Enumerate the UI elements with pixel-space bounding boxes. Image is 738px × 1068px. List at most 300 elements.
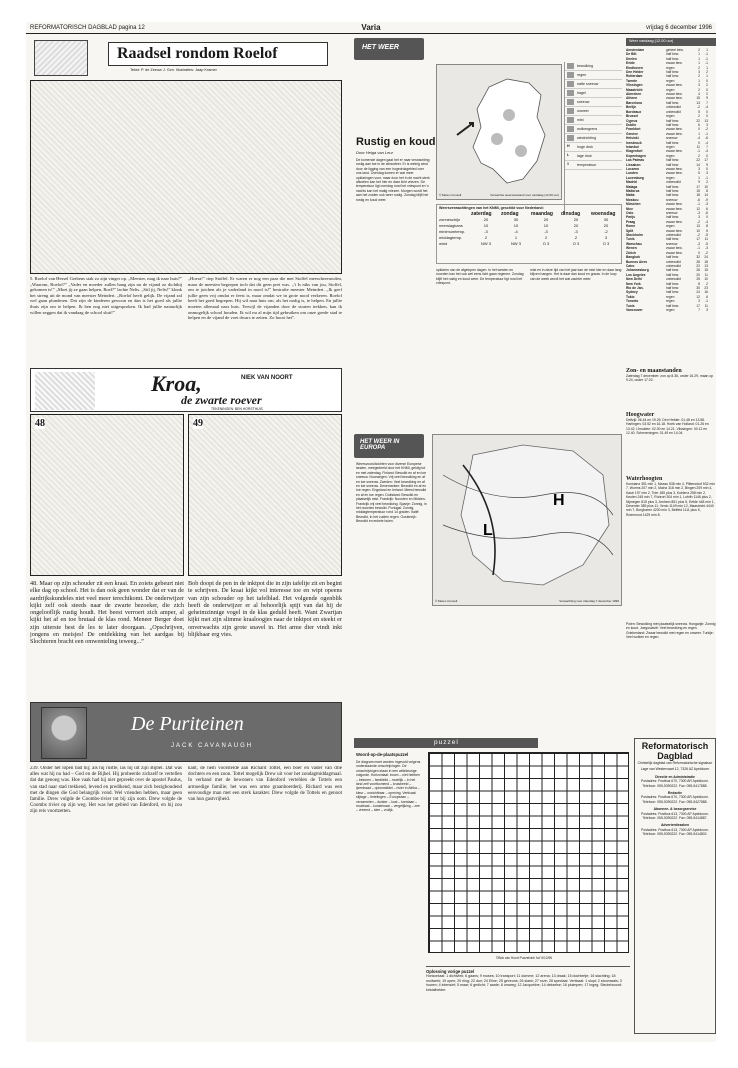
- city-temp-max: 2: [698, 48, 700, 52]
- puzzel-bar: [354, 738, 538, 748]
- weather-europe-logo: [354, 434, 424, 458]
- city-temp-min: 9: [706, 162, 708, 167]
- city-temp-min: -5: [705, 241, 708, 246]
- forecast-value: -4: [514, 229, 518, 234]
- city-temp-max: 1: [698, 175, 700, 180]
- forecast-day: zondag: [501, 211, 519, 217]
- city-temp-max: 2: [698, 87, 700, 92]
- city-name: Berlijn: [626, 105, 637, 110]
- forecast-value: 2: [484, 235, 488, 240]
- city-name: Locarno: [626, 166, 640, 171]
- roelof-title: Raadsel rondom Roelof: [108, 42, 328, 66]
- city-weather: onbewolkt: [666, 233, 681, 238]
- city-temp-max: 14: [696, 162, 700, 167]
- waterhoogten-section: [626, 476, 716, 616]
- city-weather: half bew.: [666, 285, 680, 290]
- city-temp-max: 1: [698, 78, 700, 83]
- city-temp-max: 2: [698, 153, 700, 158]
- forecast-value: 20: [483, 217, 489, 222]
- weather-europe-caption: Verwachting voor zaterdag 7 december 1996: [559, 599, 619, 603]
- netherlands-shape: [473, 79, 545, 183]
- rd-subtitle: Christelijk dagblad van Reformatorische signatuur: [637, 761, 713, 765]
- city-temp-max: 17: [696, 184, 700, 189]
- city-weather: half bew.: [666, 272, 680, 277]
- city-table: [626, 48, 716, 364]
- city-weather: onbewolkt: [666, 259, 681, 264]
- city-temp-min: -2: [705, 250, 708, 255]
- wind-direction-icon: [567, 135, 574, 141]
- city-temp-max: 5: [698, 109, 700, 114]
- city-temp-min: 8: [706, 224, 708, 229]
- legend-label: hagel: [577, 91, 586, 95]
- city-temp-min: 2: [706, 70, 708, 75]
- city-name: Cyprus: [626, 118, 638, 123]
- city-temp-min: 9: [706, 96, 708, 101]
- puzzle-image-caption: ©Bob van Hoort Puzzelvink 'tot' 6/12/96: [496, 956, 553, 960]
- legend-row: [565, 107, 622, 116]
- city-weather: zwaar bew.: [666, 83, 683, 88]
- city-weather: zwaar bew.: [666, 202, 683, 207]
- city-weather: zwaar bew.: [666, 166, 683, 171]
- forecast-value: O 3: [602, 241, 610, 246]
- high-pressure-label: H: [553, 492, 565, 509]
- city-name: New York: [626, 281, 641, 286]
- city-temp-min: 10: [704, 184, 708, 189]
- weather-logo: [354, 38, 424, 60]
- city-name: Moskou: [626, 197, 639, 202]
- city-row: [626, 308, 716, 312]
- puriteinen-banner: [30, 702, 342, 762]
- city-weather: regen: [666, 153, 675, 158]
- city-name: Warschau: [626, 241, 642, 246]
- legend-label: onweer: [577, 109, 589, 113]
- city-temp-max: -1: [697, 202, 700, 207]
- city-name: München: [626, 202, 641, 207]
- legend-row: [565, 134, 622, 143]
- city-weather: zwaar bew.: [666, 171, 683, 176]
- forecast-day: woensdag: [591, 211, 616, 217]
- legend-row: [565, 89, 622, 98]
- city-temp-min: -4: [705, 105, 708, 110]
- city-name: New Delhi: [626, 277, 642, 282]
- city-temp-max: 3: [698, 166, 700, 171]
- city-weather: regen: [666, 307, 675, 312]
- rd-title: Reformatorisch Dagblad: [641, 741, 709, 761]
- city-temp-min: 3: [706, 171, 708, 176]
- rd-address: Lage van Westervaart 12, 7326 AZ Apeldoorn: [640, 767, 710, 772]
- city-temp-max: 3: [698, 70, 700, 75]
- city-temp-min: 7: [706, 144, 708, 149]
- city-temp-max: 15: [696, 189, 700, 193]
- weather-map-caption: Verwachte weerstoestand voor vandaag (12.00 uur): [490, 193, 559, 197]
- legend-label: hoge druk: [577, 145, 593, 149]
- temperature-icon: 5: [567, 162, 569, 166]
- legend-label: mist: [577, 118, 584, 122]
- city-temp-min: -4: [705, 219, 708, 224]
- city-temp-max: 9: [698, 180, 700, 185]
- city-name: Brussel: [626, 114, 639, 119]
- city-temp-min: 6: [706, 206, 708, 211]
- rd-directie-title: Directie en Administratie: [655, 774, 695, 779]
- city-name: Genève: [626, 131, 638, 136]
- city-temp-max: 30: [696, 285, 700, 290]
- city-temp-min: 23: [704, 285, 708, 290]
- city-temp-min: -1: [705, 56, 708, 61]
- city-name: Helsinki: [626, 136, 639, 141]
- city-name: Amsterdam: [626, 48, 645, 52]
- puzzle-grid[interactable]: [428, 752, 629, 953]
- city-name: Londen: [626, 171, 638, 176]
- city-table-title: Weer vandaag (12.00 uur): [629, 39, 674, 43]
- puriteinen-text-right: kant, de hem voorstelde aan Richard Tottel, een boer en vader van drie dochters en een zoon. Tottel mogelijk Drew uit voor het zondagmiddagmaal. In verband met de bewoners van Edenford vertelden de Tottels een armoedige familie; het was een arme graanboerderij. Richard was een eenvoudige man met een sterk karakter. Drew volgde de Tottels en genoot van hun gastvrijheid.: [188, 766, 342, 803]
- city-weather: sneeuw: [666, 136, 678, 141]
- rd-directie: Postadres: Postbus 670, 7300 AR Apeldoorn. Telefoon: 055-5390222. Fax: 055-5417888.: [640, 779, 710, 788]
- forecast-value: 20: [603, 223, 609, 228]
- city-temp-max: 17: [696, 237, 700, 242]
- legend-row: [565, 98, 622, 107]
- city-temp-max: 12: [696, 294, 700, 299]
- city-temp-max: 10: [696, 228, 700, 233]
- city-temp-min: 11: [704, 272, 708, 277]
- city-weather: half bew.: [666, 162, 680, 167]
- forecast-day: maandag: [531, 211, 553, 217]
- city-name: Bordeaux: [626, 109, 642, 114]
- kroa-drawing: [35, 372, 95, 410]
- city-temp-min: 1: [706, 74, 708, 79]
- forecast-row-label: middagtemp.: [439, 235, 463, 240]
- rd-colophon: [634, 738, 716, 1034]
- city-weather: onbewolkt: [666, 105, 681, 110]
- roelof-text-right: „Hoera!” riep Stoffel. Er waren er nog een paar die met Stoffel meeschreeuwden, maar de meesten begrepen toch dat dit geen pret was. „'t Is niks van jou, Stoffel, om te juichen als je vaderland in nood is!” bestrafte meester Meindert. „Ik geef jullie geen vrij omdat er feest is, maar omdat we in grote nood verkeren. Roelof heeft het goed begrepen. Hij wil naar huis om, als het nodig is, te helpen. En jullie moeten allemaal naar huis. Terwijl de vijanden door de straten trekken, kan ik onmogelijk school houden. Ik wil nu al mijn tijd gebruiken om onze goede stad te helpen en de vijand de voet dwars te zetten. Zo hoort het”.: [188, 276, 342, 321]
- city-name: Frankfurt: [626, 127, 641, 132]
- forecast-row-label: minimumtemp.: [439, 229, 466, 234]
- city-temp-max: -6: [697, 197, 700, 202]
- city-temp-min: -1: [705, 299, 708, 304]
- puriteinen-text-left: 239. Onder het lopen bad hij; als hij rustte, las hij uit zijn Bijbel. Dat was alles wat hij nu had – God en de Bijbel. Hij probeerde zichzelf te vertellen dat dat genoeg was. Hoe vaak had hij niet gepreekt over de apostel Paulus, van stad naar stad trekkend, levend en predikend, maar zich bezighoudend met de dingen die God belangrijk vond. Wel vrienden hebben, maar geen familie. Drew volgde de Coombs-rivier tot bij zijn oom. Drew volgde de Coombs rivier op zijn weg. Het was het gebied van Edenford, en hij zou zijn reis voortzetten.: [30, 766, 182, 815]
- city-weather: half bew.: [666, 268, 680, 273]
- city-temp-max: 1: [698, 131, 700, 136]
- puzzel-subtitle: Woord-op-de-plaatspuzzel: [356, 752, 409, 757]
- rd-advertenties-title: Advertentiezaken: [660, 823, 690, 828]
- solution-title: Oplossing vorige puzzel: [426, 969, 475, 974]
- europe-map: [433, 435, 622, 603]
- city-name: Innsbruck: [626, 140, 642, 145]
- forecast-value: 30: [603, 217, 609, 222]
- low-pressure-label: L: [483, 522, 493, 539]
- city-temp-min: 0: [706, 153, 708, 158]
- thunder-icon: [567, 108, 574, 114]
- city-temp-min: 7: [706, 100, 708, 105]
- city-name: Lissabon: [626, 162, 641, 167]
- weather-europe-source: © Meteo Consult: [435, 599, 458, 603]
- forecast-value: 10: [483, 223, 489, 228]
- city-temp-max: -1: [697, 246, 700, 251]
- kroa-panel-number: 48: [35, 418, 45, 429]
- city-temp-max: 3: [698, 215, 700, 220]
- city-temp-max: 2: [698, 65, 700, 70]
- city-name: Tokio: [626, 294, 635, 299]
- city-name: Kopenhagen: [626, 153, 646, 158]
- forecast-day: dinsdag: [561, 211, 581, 217]
- city-temp-max: 1: [698, 56, 700, 61]
- city-weather: half bew.: [666, 303, 680, 308]
- city-weather: half bew.: [666, 122, 680, 127]
- roelof-text-left: 5. Roelof van Hessel Gerbens stak zo zijn vinger op. „Meester, mag ik naar huis?” „Waarom, Roelof?” „Vader en moeder zullen bang zijn nu de vijand zo dichtbij gekomen is!” „Moet jij ze gaan helpen, Roel?” lachte Nelis. „Stil jij, Nelis!” klonk het streng uit de mond van meester Meindert. „Roelof heeft gelijk. De vijand zal wel gaan plunderen. Dat zijn de kinderen gewoon en dan is het goed als jullie thuis zijn om te helpen. Ik ben nog niet uitgesproken. Ik had jullie natuurlijk willen zeggen dat ik vandaag de school sluit!”: [30, 276, 182, 315]
- city-temp-min: -5: [705, 233, 708, 238]
- forecast-value: -2: [604, 229, 608, 234]
- kroa-panel-49: [188, 414, 342, 576]
- city-weather: zwaar bew.: [666, 250, 683, 255]
- solution-text: Horizontaal: 1 dichtvlek; 6 gaans; 9 muses; 10 transport; 11 domme; 12 arena; 13 draak; 15 dochtertje; 16 slachting; 18 muilwerk; 19 open; 20 riing; 22 dun; 24 Eline; 25 geveuns; 26 slank; 27 roze; 28 spectaat. Verticaal: 1 slopt; 2 stoomwals; 3 huwen; 4 intensief; 5 maar; 6 gedicht; 7 aarde; 8 omweg; 12 Jacqueline; 14 dekselse; 16 pluimpen; 17 ingeg. Sleutelwoord: kristalhelder.: [426, 974, 622, 992]
- legend-label: regen: [577, 73, 587, 77]
- puriteinen-author: JACK CAVANAUGH: [171, 743, 254, 749]
- city-name: Tunis: [626, 303, 635, 308]
- forecast-value: -3: [484, 229, 488, 234]
- city-temp-min: 0: [706, 78, 708, 83]
- city-temp-max: 22: [696, 263, 700, 268]
- cloud-symbol: [515, 145, 527, 157]
- city-temp-min: 3: [706, 307, 708, 312]
- city-temp-max: 11: [696, 144, 700, 149]
- city-weather: zwaar bew.: [666, 246, 683, 251]
- city-name: Split: [626, 228, 634, 233]
- city-temp-min: -1: [705, 61, 708, 66]
- snow-icon: [567, 99, 574, 105]
- city-temp-min: -3: [705, 246, 708, 251]
- city-name: Eelde: [626, 61, 635, 66]
- cloud-base-icon: [567, 126, 574, 132]
- city-temp-max: 1: [698, 61, 700, 66]
- city-temp-max: 25: [696, 277, 700, 282]
- city-name: Den Helder: [626, 70, 644, 75]
- legend-row: [565, 161, 622, 170]
- city-weather: zwaar bew.: [666, 149, 683, 154]
- city-name: Sydney: [626, 290, 638, 295]
- forecast-value: 20: [573, 217, 579, 222]
- city-temp-min: 1: [706, 65, 708, 70]
- header-section-title: Varia: [361, 23, 381, 32]
- weather-logo-text: HET WEER: [362, 44, 399, 51]
- kroa-text-right: Bob doopt de pen in de inktpot die in zijn tafeltje zit en begint te schrijven. De kraai kijkt vol interesse toe en wipt opeens van zijn schouder op het tafelblad. Het volgende ogenblik heeft de onderwijzer er al behoorlijk spijt van dat hij de geheimzinnige vogel in de klas geduld heeft. Want Zwartjan kijkt met zijn slimme kraaloogjes naar de inktpot en steekt er onverwachts zijn grote snavel in. Het arme dier vindt inkt blijkbaar erg vies.: [188, 580, 342, 639]
- city-temp-min: 11: [704, 303, 708, 308]
- cloud-symbol: [503, 109, 515, 121]
- hoogwater-text: Delfzijl: 06.44 en 19.26. Den Helder: 01.48 en 13.58. Harlingen: 03.52 en 16.18. Hoek van Holland: 01.26 en 13.42. IJmuiden: 02.00 en 14.21. Vlissingen: 00.12 en 12.40. Scheveningen: 01.49 en 14.04.: [626, 418, 709, 436]
- city-name: Istanbul: [626, 144, 639, 149]
- zon-title: Zon- en maanstanden: [626, 368, 682, 374]
- city-name: Rio de Jan.: [626, 285, 644, 290]
- city-name: Eindhoven: [626, 65, 643, 70]
- weather-map-nl: [436, 64, 562, 200]
- city-name: Vlissingen: [626, 83, 643, 88]
- legend-row: [565, 62, 622, 71]
- city-name: Praag: [626, 219, 636, 224]
- city-temp-max: -3: [697, 211, 700, 216]
- city-temp-min: 18: [704, 259, 708, 264]
- city-weather: half bew.: [666, 140, 680, 145]
- roelof-credits: Tekst: P. de Zeeuw J. Gzn. Illustraties: Jaap Kramer: [130, 68, 217, 72]
- legend-label: natte sneeuw: [577, 82, 599, 86]
- city-weather: regen: [666, 114, 675, 119]
- city-temp-max: 22: [696, 158, 700, 163]
- forecast-row-label: wind: [439, 241, 448, 246]
- city-weather: half bew.: [666, 281, 680, 286]
- city-temp-min: 14: [704, 193, 708, 198]
- city-temp-min: 2: [706, 281, 708, 286]
- city-temp-max: 13: [696, 224, 700, 229]
- city-weather: onbewolkt: [666, 263, 681, 268]
- city-name: Wenen: [626, 246, 637, 251]
- netherlands-map: [437, 65, 562, 195]
- city-temp-min: 2: [706, 83, 708, 88]
- city-table-header: [626, 38, 716, 46]
- zon-section: [626, 368, 716, 408]
- weather-text-2: opklaren van de afgelopen dagen. In het westen en noorden kan het ook wel eens licht gaan regenen. Zondag blijft het rustig en koud weer. De temperatuur ligt rond het vriespunt.: [436, 268, 524, 286]
- legend-row: [565, 71, 622, 80]
- puriteinen-portrait: [41, 707, 87, 759]
- city-temp-min: -6: [705, 211, 708, 216]
- city-weather: half bew.: [666, 74, 680, 79]
- city-weather: half bew.: [666, 290, 680, 295]
- city-temp-max: 2: [698, 114, 700, 119]
- city-name: Malaga: [626, 184, 638, 189]
- city-temp-min: -9: [705, 197, 708, 202]
- city-temp-min: 0: [706, 215, 708, 220]
- city-temp-max: 0: [698, 127, 700, 132]
- city-weather: onbewolkt: [666, 180, 681, 185]
- city-temp-max: -2: [697, 219, 700, 224]
- city-name: Dublin: [626, 122, 637, 127]
- weather-title: Rustig en koud: [356, 136, 436, 148]
- city-temp-min: 17: [704, 158, 708, 163]
- city-temp-max: 26: [696, 268, 700, 273]
- city-weather: zwaar bew.: [666, 219, 683, 224]
- city-temp-max: 17: [696, 303, 700, 308]
- cloud-symbol: [491, 133, 503, 145]
- city-weather: onbewolkt: [666, 277, 681, 282]
- city-temp-min: -1: [705, 175, 708, 180]
- forecast-value: 20: [543, 217, 549, 222]
- weather-map-europe: [432, 434, 622, 606]
- city-temp-max: 32: [696, 255, 700, 260]
- city-temp-max: 0: [698, 140, 700, 145]
- waterhoogten-title: Waterhoogten: [626, 476, 663, 482]
- city-weather: half bew.: [666, 100, 680, 105]
- city-name: Maastricht: [626, 87, 643, 92]
- city-temp-min: 2: [706, 180, 708, 185]
- legend-row: [565, 116, 622, 125]
- city-name: Oslo: [626, 211, 634, 216]
- city-name: Stockholm: [626, 233, 643, 238]
- city-name: Los Angeles: [626, 272, 646, 277]
- rd-advertenties: Postadres: Postbus 613, 7300 AP Apeldoorn. Telefoon: 055-5390222. Fax: 055-5414802.: [641, 827, 709, 837]
- high-pressure-icon: H: [567, 144, 570, 148]
- city-temp-min: -4: [705, 140, 708, 145]
- city-temp-min: 0: [706, 114, 708, 119]
- city-weather: regen: [666, 294, 675, 299]
- wind-arrow: [457, 123, 473, 135]
- kroa-panel-number: 49: [193, 418, 203, 429]
- weather-europe-text: Weersvooruitzichten voor diverse Europese landen, meegedeeld door het KNMI, geldig tot en met zaterdag. Finland: Bewolkt en af en toe sneeuw. Noorwegen: Vrij veel bewolking en af en toe sneeuw. Zweden: Veel bewolking en af en toe sneeuw. Denemarken: Bewolkt en af en toe regen. Engeland en Ierland: Meest bewolkt en af en toe regen. Duitsland: Bewolkt en plaatselijk mist. Frankrijk: Noorden en Midden-Frankrijk vrij veel bewolking. Spanje: Zonnig, in het noorden bewolkt. Portugal: Zonnig, middagtemperatuur rond 14 graden. Italië: Bewolkt, in het zuiden regen. Oostenrijk: Bewolkt en enkele buien.: [356, 462, 427, 524]
- legend-label: wolkengrens: [577, 127, 598, 131]
- city-name: Rotterdam: [626, 74, 643, 79]
- kroa-text-left: 48. Maar op zijn schouder zit een kraai. En zoiets gebeurt niet elke dag op school. Het is dan ook geen wonder dat er van de aardrijkskundeles niet veel meer terechtkomt. De onderwijzer kijkt zelf ook steeds naar de zwarte bezoeker, die zich ongelooflijk rustig houdt. Het beest verroert zich amper, al kijkt het af en toe brutaal de klas rond. Meneer Berger doet zijn uiterste best de les te later doorgaan. „Opschrijven, jongens en meisjes! De ontdekking van het aardgas bij Slochteren bracht een omwenteling teweeg...”: [30, 580, 184, 646]
- city-name: Mallorca: [626, 189, 640, 193]
- city-temp-max: 4: [698, 92, 700, 97]
- city-temp-max: 20: [696, 272, 700, 277]
- weather-europe-logo-text: HET WEER IN EUROPA: [360, 439, 400, 451]
- kroa-author: NIEK VAN NOORT: [241, 375, 293, 381]
- forecast-value: NW 3: [511, 241, 521, 246]
- legend-label: windrichting: [577, 136, 596, 140]
- city-weather: regen: [666, 175, 675, 180]
- city-name: Nice: [626, 206, 633, 211]
- city-weather: regen: [666, 144, 675, 149]
- legend-label: temperatuur: [577, 163, 597, 167]
- city-temp-max: 5: [698, 171, 700, 176]
- city-temp-min: 8: [706, 189, 708, 193]
- city-temp-min: 2: [706, 92, 708, 97]
- city-name: Athene: [626, 96, 638, 101]
- legend-label: sneeuw: [577, 100, 590, 104]
- forecast-day: zaterdag: [471, 211, 492, 217]
- sleet-icon: [567, 81, 574, 87]
- city-temp-max: -3: [697, 241, 700, 246]
- city-name: Malta: [626, 193, 635, 198]
- city-temp-min: 0: [706, 109, 708, 114]
- forecast-value: 1: [514, 235, 518, 240]
- city-weather: sneeuw: [666, 241, 678, 246]
- city-temp-max: 12: [696, 206, 700, 211]
- forecast-table: [436, 204, 622, 264]
- city-temp-max: 0: [698, 250, 700, 255]
- fog-icon: [567, 117, 574, 123]
- city-weather: regen: [666, 65, 675, 70]
- city-name: Vancouver: [626, 307, 643, 312]
- city-weather: half bew.: [666, 215, 680, 220]
- rain-icon: [567, 72, 574, 78]
- city-temp-min: -3: [705, 202, 708, 207]
- city-temp-min: -2: [705, 127, 708, 132]
- city-temp-min: -4: [705, 149, 708, 154]
- city-temp-max: -1: [697, 149, 700, 154]
- low-pressure-icon: L: [567, 153, 570, 157]
- hoogwater-title: Hoogwater: [626, 412, 655, 418]
- city-weather: half bew.: [666, 56, 680, 61]
- city-name: De Bilt: [626, 52, 637, 57]
- city-temp-max: 22: [696, 118, 700, 123]
- city-weather: half bew.: [666, 118, 680, 123]
- city-temp-min: 3: [706, 122, 708, 127]
- puzzel-title: puzzel: [434, 739, 459, 746]
- city-weather: zwaar bew.: [666, 206, 683, 211]
- city-name: Klagenfurt: [626, 149, 643, 154]
- forecast-row: [437, 241, 621, 247]
- rd-redactie-title: Redactie: [667, 791, 683, 796]
- city-name: Johannesburg: [626, 268, 649, 273]
- kroa-banner: [30, 368, 342, 412]
- legend-row: [565, 125, 622, 134]
- city-weather: zwaar bew.: [666, 61, 683, 66]
- city-weather: half bew.: [666, 189, 680, 193]
- city-name: Zürich: [626, 250, 637, 255]
- city-weather: zwaar bew.: [666, 131, 683, 136]
- city-name: Bangkok: [626, 255, 640, 260]
- city-name: Las Palmas: [626, 158, 645, 163]
- city-name: Tunis: [626, 237, 635, 242]
- city-weather: sneeuw: [666, 211, 678, 216]
- city-temp-min: -1: [705, 52, 708, 57]
- city-temp-min: 6: [706, 294, 708, 299]
